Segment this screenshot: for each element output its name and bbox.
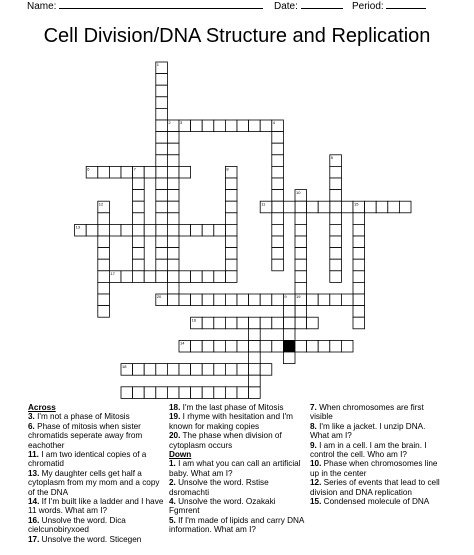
grid-cell[interactable]	[179, 271, 191, 283]
grid-cell[interactable]	[167, 259, 179, 271]
grid-cell[interactable]	[214, 224, 226, 236]
grid-cell[interactable]	[330, 271, 342, 283]
clue-down-4: 4. Unsolve the word. Ozakaki Fgmrent	[169, 497, 276, 516]
grid-cell[interactable]	[133, 259, 145, 271]
period-label: Period:	[352, 1, 384, 12]
grid-cell[interactable]	[167, 248, 179, 260]
grid-cell[interactable]	[133, 364, 145, 376]
clue-across-11: 11. I am two identical copies of a chromatid	[28, 450, 147, 469]
grid-cell[interactable]	[225, 340, 237, 352]
grid-cell[interactable]	[179, 166, 191, 178]
grid-cell[interactable]	[167, 143, 179, 155]
grid-cell[interactable]	[167, 236, 179, 248]
grid-cell[interactable]	[133, 201, 145, 213]
grid-cell[interactable]	[272, 201, 284, 213]
grid-cell[interactable]	[330, 166, 342, 178]
clue-down-12: 12. Series of events that lead to cell division and DNA replication	[310, 478, 440, 497]
grid-cell[interactable]	[272, 340, 284, 352]
grid-cell[interactable]	[295, 236, 307, 248]
grid-cell[interactable]	[202, 364, 214, 376]
grid-cell[interactable]	[225, 213, 237, 225]
grid-cell[interactable]	[156, 190, 168, 202]
grid-cell[interactable]	[295, 248, 307, 260]
grid-cell[interactable]	[388, 201, 400, 213]
grid-cell[interactable]	[307, 294, 319, 306]
grid-cell[interactable]	[353, 213, 365, 225]
down-heading: Down	[169, 450, 192, 460]
grid-cell[interactable]	[283, 306, 295, 318]
grid-cell[interactable]	[156, 74, 168, 86]
grid-cell[interactable]	[283, 329, 295, 341]
clue-down-9: 9. I am in a cell. I am the brain. I control the cell. Who am I?	[310, 440, 427, 460]
grid-cell[interactable]	[249, 294, 261, 306]
grid-cell[interactable]	[179, 364, 191, 376]
grid-cell[interactable]	[214, 317, 226, 329]
grid-cell[interactable]	[330, 201, 342, 213]
grid-cell[interactable]	[237, 387, 249, 399]
grid-number: 5	[330, 155, 334, 160]
grid-number: 17	[110, 271, 115, 276]
grid-cell[interactable]	[225, 259, 237, 271]
grid-cell[interactable]	[272, 143, 284, 155]
grid-cell[interactable]	[202, 317, 214, 329]
grid-cell[interactable]	[98, 236, 110, 248]
grid-number: 11	[261, 201, 266, 207]
grid-cell[interactable]	[365, 201, 377, 213]
clue-across-14: 14. If I'm built like a ladder and I have 11 words. What am I?	[28, 497, 164, 516]
grid-cell-blocked	[283, 340, 295, 352]
grid-cell[interactable]	[156, 224, 168, 236]
clue-across-13: 13. My daughter cells get half a cytoplasm from my mom and a copy of the DNA	[28, 468, 160, 497]
grid-cell[interactable]	[133, 224, 145, 236]
grid-cell[interactable]	[179, 387, 191, 399]
grid-cell[interactable]	[330, 224, 342, 236]
grid-cell[interactable]	[156, 85, 168, 97]
clues-column-3	[310, 403, 446, 506]
grid-cell[interactable]	[133, 178, 145, 190]
clue-down-1: 1. I am what you can call an artificial baby. What am I?	[169, 459, 301, 478]
grid-cell[interactable]	[295, 317, 307, 329]
grid-cell[interactable]	[341, 340, 353, 352]
grid-cell[interactable]	[156, 387, 168, 399]
grid-cell[interactable]	[283, 201, 295, 213]
grid-cell[interactable]	[144, 166, 156, 178]
grid-cell[interactable]	[295, 306, 307, 318]
grid-cell[interactable]	[144, 364, 156, 376]
grid-cell[interactable]	[98, 294, 110, 306]
grid-cell[interactable]	[202, 224, 214, 236]
grid-number: 2	[168, 120, 171, 126]
grid-cell[interactable]	[121, 224, 133, 236]
grid-cell[interactable]	[237, 364, 249, 376]
grid-cell[interactable]	[98, 248, 110, 260]
grid-cell[interactable]	[109, 166, 121, 178]
grid-cell[interactable]	[295, 224, 307, 236]
grid-number: 9	[284, 294, 287, 300]
grid-cell[interactable]	[214, 120, 226, 132]
grid-cell[interactable]	[156, 213, 168, 225]
grid-cell[interactable]	[330, 236, 342, 248]
grid-cell[interactable]	[318, 294, 330, 306]
grid-cell[interactable]	[167, 190, 179, 202]
grid-cell[interactable]	[156, 248, 168, 260]
grid-cell[interactable]	[156, 120, 168, 132]
grid-cell[interactable]	[98, 271, 110, 283]
grid-cell[interactable]	[156, 108, 168, 120]
clue-down-2: 2. Unsolve the word. Rstise dsromachti	[169, 478, 269, 497]
grid-cell[interactable]	[237, 294, 249, 306]
grid-cell[interactable]	[225, 364, 237, 376]
grid-cell[interactable]	[272, 236, 284, 248]
grid-cell[interactable]	[156, 143, 168, 155]
grid-cell[interactable]	[353, 248, 365, 260]
grid-cell[interactable]	[191, 120, 203, 132]
grid-cell[interactable]	[133, 236, 145, 248]
grid-cell[interactable]	[399, 201, 411, 213]
grid-number: 20	[156, 294, 162, 300]
grid-cell[interactable]	[167, 282, 179, 294]
grid-cell[interactable]	[156, 201, 168, 213]
grid-cell[interactable]	[156, 236, 168, 248]
grid-cell[interactable]	[353, 306, 365, 318]
grid-cell[interactable]	[249, 352, 261, 364]
grid-number: 15	[354, 201, 359, 207]
grid-cell[interactable]	[283, 317, 295, 329]
date-label: Date:	[274, 1, 298, 12]
grid-cell[interactable]	[249, 340, 261, 352]
page-title: Cell Division/DNA Structure and Replication	[43, 25, 431, 47]
grid-number: 16	[191, 317, 197, 323]
grid-cell[interactable]	[318, 340, 330, 352]
grid-cell[interactable]	[214, 294, 226, 306]
grid-cell[interactable]	[249, 317, 261, 329]
grid-cell[interactable]	[156, 178, 168, 190]
name-label: Name:	[27, 1, 57, 12]
grid-cell[interactable]	[121, 271, 133, 283]
grid-cell[interactable]	[167, 201, 179, 213]
grid-cell[interactable]	[214, 387, 226, 399]
grid-cell[interactable]	[156, 364, 168, 376]
grid-cell[interactable]	[144, 387, 156, 399]
grid-cell[interactable]	[295, 201, 307, 213]
grid-cell[interactable]	[330, 213, 342, 225]
grid-cell[interactable]	[225, 294, 237, 306]
grid-cell[interactable]	[341, 294, 353, 306]
grid-number: 4	[272, 120, 276, 126]
grid-cell[interactable]	[167, 213, 179, 225]
grid-cell[interactable]	[353, 282, 365, 294]
grid-cell[interactable]	[260, 294, 272, 306]
grid-number: 3	[180, 120, 183, 126]
clues-column-1	[28, 403, 164, 544]
grid-cell[interactable]	[225, 248, 237, 260]
grid-cell[interactable]	[353, 271, 365, 283]
grid-cell[interactable]	[167, 294, 179, 306]
clue-across-20: 20. The phase when division of cytoplasm occurs	[169, 431, 282, 450]
grid-cell[interactable]	[167, 132, 179, 144]
grid-number: 18	[122, 363, 127, 369]
grid-cell[interactable]	[330, 248, 342, 260]
grid-cell[interactable]	[376, 201, 388, 213]
clue-down-10: 10. Phase when chromosomes line up in the center	[310, 459, 438, 478]
grid-cell[interactable]	[133, 387, 145, 399]
clues-column-2	[169, 403, 305, 535]
grid-cell[interactable]	[295, 259, 307, 271]
clue-across-19: 19. I rhyme with hesitation and I'm known for making copies	[169, 412, 293, 431]
grid-cell[interactable]	[272, 155, 284, 167]
grid-cell[interactable]	[272, 213, 284, 225]
grid-cell[interactable]	[109, 224, 121, 236]
grid-number: 10	[296, 189, 301, 195]
grid-cell[interactable]	[156, 271, 168, 283]
grid-cell[interactable]	[283, 352, 295, 364]
grid-cell[interactable]	[98, 282, 110, 294]
grid-cell[interactable]	[214, 340, 226, 352]
grid-cell[interactable]	[144, 224, 156, 236]
grid-cell[interactable]	[167, 387, 179, 399]
grid-cell[interactable]	[225, 271, 237, 283]
grid-cell[interactable]	[167, 224, 179, 236]
grid-cell[interactable]	[214, 271, 226, 283]
grid-cell[interactable]	[225, 387, 237, 399]
grid-cell[interactable]	[191, 271, 203, 283]
grid-cell[interactable]	[225, 120, 237, 132]
grid-cell[interactable]	[98, 306, 110, 318]
grid-cell[interactable]	[330, 259, 342, 271]
grid-cell[interactable]	[272, 190, 284, 202]
grid-cell[interactable]	[156, 132, 168, 144]
grid-cell[interactable]	[249, 120, 261, 132]
grid-cell[interactable]	[156, 259, 168, 271]
grid-cell[interactable]	[225, 317, 237, 329]
grid-cell[interactable]	[318, 201, 330, 213]
grid-cell[interactable]	[167, 364, 179, 376]
grid-cell[interactable]	[167, 155, 179, 167]
grid-cell[interactable]	[272, 248, 284, 260]
grid-cell[interactable]	[272, 224, 284, 236]
grid-number: 1	[156, 62, 160, 68]
grid-cell[interactable]	[133, 271, 145, 283]
grid-cell[interactable]	[214, 364, 226, 376]
grid-cell[interactable]	[353, 294, 365, 306]
grid-cell[interactable]	[86, 224, 98, 236]
grid-cell[interactable]	[249, 387, 261, 399]
grid-cell[interactable]	[272, 178, 284, 190]
grid-number: 13	[75, 224, 81, 230]
grid-cell[interactable]	[307, 201, 319, 213]
grid-cell[interactable]	[272, 317, 284, 329]
grid-cell[interactable]	[237, 340, 249, 352]
clue-across-18: 18. I'm the last phase of Mitosis	[169, 403, 284, 412]
grid-cell[interactable]	[330, 190, 342, 202]
grid-cell[interactable]	[225, 224, 237, 236]
grid-cell[interactable]	[237, 317, 249, 329]
clue-across-17: 17. Unsolve the word. Sticegen	[28, 534, 142, 544]
grid-cell[interactable]	[353, 259, 365, 271]
grid-cell[interactable]	[272, 166, 284, 178]
grid-cell[interactable]	[225, 201, 237, 213]
grid-cell[interactable]	[295, 340, 307, 352]
grid-cell[interactable]	[260, 364, 272, 376]
grid-cell[interactable]	[202, 271, 214, 283]
clue-across-16: 16. Unsolve the word. Dica cielcunobiryxoed	[28, 515, 126, 535]
grid-cell[interactable]	[156, 155, 168, 167]
grid-number: 14	[180, 340, 185, 346]
grid-cell[interactable]	[156, 97, 168, 109]
grid-cell[interactable]	[353, 236, 365, 248]
grid-cell[interactable]	[133, 213, 145, 225]
grid-cell[interactable]	[260, 340, 272, 352]
grid-cell[interactable]	[249, 375, 261, 387]
grid-cell[interactable]	[156, 166, 168, 178]
grid-cell[interactable]	[98, 166, 110, 178]
grid-cell[interactable]	[191, 340, 203, 352]
grid-cell[interactable]	[133, 248, 145, 260]
grid-cell[interactable]	[330, 340, 342, 352]
grid-cell[interactable]	[249, 364, 261, 376]
grid-cell[interactable]	[167, 271, 179, 283]
grid-number: 6	[87, 166, 90, 172]
clue-down-15: 15. Condensed molecule of DNA	[310, 497, 430, 507]
grid-cell[interactable]	[295, 282, 307, 294]
grid-cell[interactable]	[191, 387, 203, 399]
grid-cell[interactable]	[272, 294, 284, 306]
grid-cell[interactable]	[330, 294, 342, 306]
grid-cell[interactable]	[133, 190, 145, 202]
grid-cell[interactable]	[179, 294, 191, 306]
clue-across-3: 3. I'm not a phase of Mitosis	[28, 412, 130, 422]
grid-cell[interactable]	[295, 213, 307, 225]
grid-cell[interactable]	[225, 190, 237, 202]
grid-cell[interactable]	[191, 364, 203, 376]
grid-cell[interactable]	[202, 120, 214, 132]
grid-cell[interactable]	[121, 166, 133, 178]
grid-cell[interactable]	[121, 387, 133, 399]
grid-cell[interactable]	[167, 166, 179, 178]
grid-number: 19	[296, 294, 301, 300]
grid-cell[interactable]	[249, 329, 261, 341]
across-heading: Across	[28, 403, 56, 412]
clue-down-8: 8. I'm like a jacket. I unzip DNA. What am I?	[310, 421, 426, 441]
grid-number: 12	[98, 201, 104, 207]
grid-cell[interactable]	[307, 340, 319, 352]
grid-cell[interactable]	[307, 317, 319, 329]
grid-cell[interactable]	[191, 224, 203, 236]
grid-cell[interactable]	[98, 259, 110, 271]
grid-cell[interactable]	[167, 178, 179, 190]
grid-cell[interactable]	[341, 201, 353, 213]
grid-cell[interactable]	[272, 132, 284, 144]
grid-number: 8	[226, 166, 229, 172]
grid-cell[interactable]	[179, 224, 191, 236]
grid-number: 7	[133, 166, 136, 172]
grid-cell[interactable]	[98, 224, 110, 236]
grid-cell[interactable]	[144, 271, 156, 283]
grid-cell[interactable]	[272, 259, 284, 271]
grid-cell[interactable]	[202, 340, 214, 352]
grid-cell[interactable]	[191, 294, 203, 306]
grid-cell[interactable]	[353, 224, 365, 236]
grid-cell[interactable]	[237, 120, 249, 132]
grid-cell[interactable]	[260, 120, 272, 132]
grid-cell[interactable]	[225, 178, 237, 190]
grid-cell[interactable]	[98, 213, 110, 225]
grid-cell[interactable]	[330, 178, 342, 190]
clue-down-5: 5. If I'm made of lipids and carry DNA information. What am I?	[169, 515, 304, 535]
grid-cell[interactable]	[295, 271, 307, 283]
clue-down-7: 7. When chromosomes are first visible	[310, 403, 424, 422]
grid-cell[interactable]	[353, 317, 365, 329]
grid-cell[interactable]	[202, 294, 214, 306]
clue-across-6: 6. Phase of mitosis when sister chromatids seperate away from eachother	[28, 421, 143, 450]
grid-cell[interactable]	[202, 387, 214, 399]
grid-cell[interactable]	[260, 317, 272, 329]
grid-cell[interactable]	[225, 236, 237, 248]
